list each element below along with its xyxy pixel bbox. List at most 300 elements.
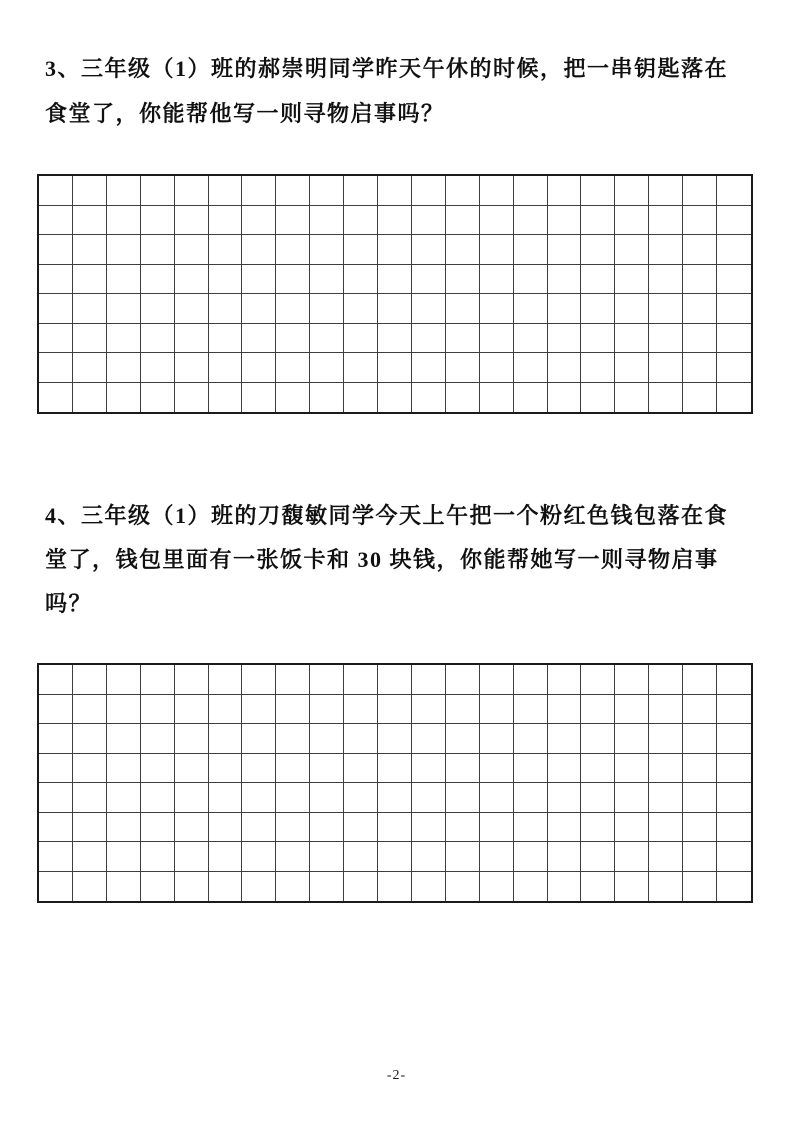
- grid-cell: [683, 294, 717, 324]
- grid-cell: [310, 695, 344, 725]
- grid-cell: [107, 235, 141, 265]
- grid-cell: [615, 724, 649, 754]
- grid-cell: [548, 324, 582, 354]
- grid-cell: [175, 783, 209, 813]
- grid-cell: [175, 176, 209, 206]
- grid-cell: [73, 783, 107, 813]
- question-4-line-1: 4、三年级（1）班的刀馥敏同学今天上午把一个粉红色钱包落在食: [45, 503, 729, 528]
- grid-cell: [310, 206, 344, 236]
- grid-cell: [276, 665, 310, 695]
- grid-cell: [175, 206, 209, 236]
- grid-cell: [649, 813, 683, 843]
- grid-cell: [276, 383, 310, 413]
- grid-cell: [141, 665, 175, 695]
- grid-cell: [717, 695, 751, 725]
- grid-cell: [548, 695, 582, 725]
- question-4-line-3: 吗？: [45, 591, 93, 616]
- grid-cell: [548, 665, 582, 695]
- grid-cell: [276, 695, 310, 725]
- grid-cell: [412, 206, 446, 236]
- grid-cell: [209, 872, 243, 902]
- page-number: -2-: [386, 1068, 407, 1083]
- grid-cell: [107, 265, 141, 295]
- grid-cell: [310, 324, 344, 354]
- grid-cell: [446, 872, 480, 902]
- grid-cell: [175, 353, 209, 383]
- grid-cell: [73, 813, 107, 843]
- grid-cell: [378, 783, 412, 813]
- grid-cell: [480, 324, 514, 354]
- grid-cell: [310, 754, 344, 784]
- grid-cell: [615, 235, 649, 265]
- grid-cell: [615, 324, 649, 354]
- grid-cell: [717, 783, 751, 813]
- grid-cell: [73, 176, 107, 206]
- grid-cell: [514, 724, 548, 754]
- grid-cell: [310, 665, 344, 695]
- grid-cell: [39, 872, 73, 902]
- grid-cell: [615, 265, 649, 295]
- grid-cell: [514, 695, 548, 725]
- grid-cell: [581, 872, 615, 902]
- grid-cell: [107, 206, 141, 236]
- grid-cell: [344, 265, 378, 295]
- grid-cell: [412, 842, 446, 872]
- grid-cell: [683, 206, 717, 236]
- grid-cell: [378, 695, 412, 725]
- grid-cell: [39, 724, 73, 754]
- grid-cell: [276, 872, 310, 902]
- answer-grid-question-4: [37, 663, 753, 903]
- grid-cell: [141, 695, 175, 725]
- grid-cell: [514, 265, 548, 295]
- grid-cell: [107, 872, 141, 902]
- grid-cell: [378, 872, 412, 902]
- grid-cell: [344, 724, 378, 754]
- grid-cell: [276, 235, 310, 265]
- grid-cell: [514, 842, 548, 872]
- grid-cell: [412, 813, 446, 843]
- grid-cell: [310, 235, 344, 265]
- grid-cell: [649, 294, 683, 324]
- grid-cell: [615, 842, 649, 872]
- grid-cell: [209, 695, 243, 725]
- grid-cell: [242, 813, 276, 843]
- grid-cell: [39, 665, 73, 695]
- grid-cell: [107, 665, 141, 695]
- grid-cell: [649, 265, 683, 295]
- grid-cell: [209, 724, 243, 754]
- grid-cell: [378, 724, 412, 754]
- grid-cell: [141, 872, 175, 902]
- grid-cell: [73, 294, 107, 324]
- grid-cell: [480, 695, 514, 725]
- grid-cell: [39, 294, 73, 324]
- grid-cell: [683, 353, 717, 383]
- grid-cell: [310, 294, 344, 324]
- grid-cell: [412, 324, 446, 354]
- grid-cell: [73, 665, 107, 695]
- grid-cell: [378, 294, 412, 324]
- grid-cell: [446, 813, 480, 843]
- grid-cell: [683, 754, 717, 784]
- grid-cell: [581, 842, 615, 872]
- grid-cell: [344, 872, 378, 902]
- grid-cell: [514, 665, 548, 695]
- grid-cell: [446, 783, 480, 813]
- grid-cell: [480, 353, 514, 383]
- grid-cell: [615, 695, 649, 725]
- grid-cell: [276, 783, 310, 813]
- grid-cell: [344, 783, 378, 813]
- grid-cell: [141, 265, 175, 295]
- grid-cell: [548, 383, 582, 413]
- grid-cell: [412, 695, 446, 725]
- grid-cell: [514, 383, 548, 413]
- grid-cell: [480, 265, 514, 295]
- grid-cell: [344, 813, 378, 843]
- grid-cell: [649, 783, 683, 813]
- grid-cell: [242, 665, 276, 695]
- grid-cell: [548, 206, 582, 236]
- grid-cell: [412, 754, 446, 784]
- grid-cell: [209, 665, 243, 695]
- grid-cell: [446, 294, 480, 324]
- grid-cell: [412, 724, 446, 754]
- grid-cell: [480, 176, 514, 206]
- grid-cell: [107, 294, 141, 324]
- grid-cell: [683, 176, 717, 206]
- grid-cell: [581, 353, 615, 383]
- grid-cell: [548, 353, 582, 383]
- grid-cell: [141, 235, 175, 265]
- grid-cell: [242, 783, 276, 813]
- grid-cell: [141, 783, 175, 813]
- grid-cell: [310, 383, 344, 413]
- grid-cell: [581, 206, 615, 236]
- grid-cell: [242, 206, 276, 236]
- grid-cell: [209, 235, 243, 265]
- grid-cell: [581, 783, 615, 813]
- grid-cell: [412, 294, 446, 324]
- grid-cell: [175, 813, 209, 843]
- grid-cell: [615, 665, 649, 695]
- grid-cell: [141, 176, 175, 206]
- grid-cell: [717, 353, 751, 383]
- grid-cell: [141, 353, 175, 383]
- grid-cell: [480, 294, 514, 324]
- grid-cell: [717, 235, 751, 265]
- grid-cell: [107, 324, 141, 354]
- grid-cell: [209, 754, 243, 784]
- grid-cell: [683, 235, 717, 265]
- grid-cell: [649, 176, 683, 206]
- grid-cell: [175, 724, 209, 754]
- grid-cell: [548, 872, 582, 902]
- grid-cell: [378, 176, 412, 206]
- grid-cell: [242, 842, 276, 872]
- grid-cell: [446, 324, 480, 354]
- grid-cell: [683, 872, 717, 902]
- grid-cell: [73, 265, 107, 295]
- grid-cell: [39, 265, 73, 295]
- grid-cell: [141, 206, 175, 236]
- grid-cell: [73, 206, 107, 236]
- grid-cell: [242, 324, 276, 354]
- grid-cell: [39, 353, 73, 383]
- grid-cell: [175, 842, 209, 872]
- grid-cell: [209, 813, 243, 843]
- grid-cell: [209, 383, 243, 413]
- grid-cell: [412, 353, 446, 383]
- grid-cell: [717, 324, 751, 354]
- grid-cell: [480, 783, 514, 813]
- grid-cell: [39, 235, 73, 265]
- grid-cell: [73, 235, 107, 265]
- grid-cell: [615, 783, 649, 813]
- grid-cell: [141, 294, 175, 324]
- grid-cell: [548, 294, 582, 324]
- grid-cell: [39, 324, 73, 354]
- grid-cell: [276, 813, 310, 843]
- grid-cell: [344, 383, 378, 413]
- grid-cell: [107, 724, 141, 754]
- answer-grid-question-3: [37, 174, 753, 414]
- grid-cell: [107, 383, 141, 413]
- grid-cell: [107, 842, 141, 872]
- question-4-line-2: 堂了，钱包里面有一张饭卡和 30 块钱，你能帮她写一则寻物启事: [45, 547, 719, 572]
- grid-cell: [581, 383, 615, 413]
- grid-cell: [581, 813, 615, 843]
- grid-cell: [73, 383, 107, 413]
- grid-cell: [344, 206, 378, 236]
- grid-cell: [480, 754, 514, 784]
- grid-cell: [683, 842, 717, 872]
- grid-cell: [548, 783, 582, 813]
- grid-cell: [276, 206, 310, 236]
- grid-cell: [276, 176, 310, 206]
- grid-cell: [480, 842, 514, 872]
- grid-cell: [683, 695, 717, 725]
- grid-cell: [209, 353, 243, 383]
- grid-cell: [107, 176, 141, 206]
- grid-cell: [581, 724, 615, 754]
- grid-cell: [683, 724, 717, 754]
- grid-cell: [548, 176, 582, 206]
- grid-cell: [717, 206, 751, 236]
- grid-cell: [242, 294, 276, 324]
- grid-cell: [141, 383, 175, 413]
- grid-cell: [209, 294, 243, 324]
- grid-cell: [548, 842, 582, 872]
- grid-cell: [412, 783, 446, 813]
- grid-cell: [649, 206, 683, 236]
- grid-cell: [378, 754, 412, 784]
- grid-cell: [242, 176, 276, 206]
- grid-cell: [107, 754, 141, 784]
- grid-cell: [344, 754, 378, 784]
- grid-cell: [310, 783, 344, 813]
- grid-cell: [242, 235, 276, 265]
- grid-cell: [683, 265, 717, 295]
- grid-cell: [209, 842, 243, 872]
- grid-cell: [615, 353, 649, 383]
- grid-cell: [514, 206, 548, 236]
- grid-cell: [310, 724, 344, 754]
- grid-cell: [446, 724, 480, 754]
- grid-cell: [378, 813, 412, 843]
- grid-cell: [73, 695, 107, 725]
- grid-cell: [107, 353, 141, 383]
- grid-cell: [39, 813, 73, 843]
- grid-cell: [412, 265, 446, 295]
- grid-cell: [446, 206, 480, 236]
- grid-cell: [717, 754, 751, 784]
- grid-cell: [649, 754, 683, 784]
- grid-cell: [717, 665, 751, 695]
- grid-cell: [73, 872, 107, 902]
- grid-cell: [73, 724, 107, 754]
- grid-cell: [412, 235, 446, 265]
- grid-cell: [175, 294, 209, 324]
- grid-cell: [39, 695, 73, 725]
- grid-cell: [344, 665, 378, 695]
- grid-cell: [276, 724, 310, 754]
- grid-cell: [615, 872, 649, 902]
- grid-cell: [615, 176, 649, 206]
- grid-cell: [548, 724, 582, 754]
- grid-cell: [276, 842, 310, 872]
- grid-cell: [446, 235, 480, 265]
- grid-cell: [276, 353, 310, 383]
- grid-cell: [514, 235, 548, 265]
- question-3-text: [45, 46, 753, 136]
- grid-cell: [378, 324, 412, 354]
- grid-cell: [480, 724, 514, 754]
- question-3-line-1: 3、三年级（1）班的郝崇明同学昨天午休的时候，把一串钥匙落在: [45, 56, 729, 81]
- grid-cell: [717, 813, 751, 843]
- grid-cell: [73, 324, 107, 354]
- grid-cell: [107, 783, 141, 813]
- grid-cell: [649, 235, 683, 265]
- grid-cell: [615, 754, 649, 784]
- grid-cell: [581, 294, 615, 324]
- grid-cell: [412, 665, 446, 695]
- grid-cell: [649, 383, 683, 413]
- grid-cell: [242, 724, 276, 754]
- grid-cell: [615, 383, 649, 413]
- grid-cell: [581, 176, 615, 206]
- grid-cell: [446, 176, 480, 206]
- grid-cell: [378, 206, 412, 236]
- grid-cell: [649, 872, 683, 902]
- grid-cell: [141, 324, 175, 354]
- grid-cell: [581, 665, 615, 695]
- grid-cell: [209, 783, 243, 813]
- grid-cell: [548, 235, 582, 265]
- grid-cell: [141, 754, 175, 784]
- grid-cell: [683, 665, 717, 695]
- grid-cell: [683, 813, 717, 843]
- grid-cell: [581, 324, 615, 354]
- grid-cell: [175, 265, 209, 295]
- grid-cell: [276, 294, 310, 324]
- grid-cell: [73, 842, 107, 872]
- grid-cell: [446, 695, 480, 725]
- grid-cell: [175, 665, 209, 695]
- grid-cell: [39, 783, 73, 813]
- grid-cell: [717, 176, 751, 206]
- grid-cell: [344, 842, 378, 872]
- grid-cell: [480, 206, 514, 236]
- grid-cell: [717, 265, 751, 295]
- grid-cell: [242, 383, 276, 413]
- grid-cell: [649, 353, 683, 383]
- grid-cell: [615, 294, 649, 324]
- grid-cell: [175, 235, 209, 265]
- grid-cell: [378, 383, 412, 413]
- grid-cell: [581, 265, 615, 295]
- grid-cell: [649, 842, 683, 872]
- grid-cell: [344, 353, 378, 383]
- grid-cell: [446, 383, 480, 413]
- grid-cell: [649, 665, 683, 695]
- grid-cell: [480, 813, 514, 843]
- grid-cell: [344, 324, 378, 354]
- grid-cell: [378, 842, 412, 872]
- grid-cell: [276, 324, 310, 354]
- grid-cell: [175, 872, 209, 902]
- grid-cell: [242, 872, 276, 902]
- grid-cell: [175, 383, 209, 413]
- grid-cell: [39, 176, 73, 206]
- grid-cell: [378, 265, 412, 295]
- grid-cell: [310, 176, 344, 206]
- grid-cell: [141, 842, 175, 872]
- grid-cell: [310, 872, 344, 902]
- grid-cell: [175, 754, 209, 784]
- grid-cell: [649, 724, 683, 754]
- grid-cell: [141, 813, 175, 843]
- grid-cell: [649, 695, 683, 725]
- grid-cell: [717, 294, 751, 324]
- grid-cell: [310, 265, 344, 295]
- grid-cell: [683, 783, 717, 813]
- grid-cell: [514, 176, 548, 206]
- grid-cell: [717, 724, 751, 754]
- grid-cell: [378, 665, 412, 695]
- grid-cell: [548, 754, 582, 784]
- grid-cell: [39, 206, 73, 236]
- grid-cell: [412, 383, 446, 413]
- grid-cell: [39, 842, 73, 872]
- grid-cell: [615, 813, 649, 843]
- grid-cell: [581, 695, 615, 725]
- grid-cell: [514, 294, 548, 324]
- grid-cell: [412, 872, 446, 902]
- grid-cell: [480, 665, 514, 695]
- grid-cell: [514, 813, 548, 843]
- grid-cell: [39, 754, 73, 784]
- grid-cell: [446, 353, 480, 383]
- grid-cell: [209, 265, 243, 295]
- grid-cell: [514, 783, 548, 813]
- grid-cell: [514, 353, 548, 383]
- grid-cell: [175, 695, 209, 725]
- grid-cell: [242, 695, 276, 725]
- grid-cell: [446, 665, 480, 695]
- grid-cell: [548, 265, 582, 295]
